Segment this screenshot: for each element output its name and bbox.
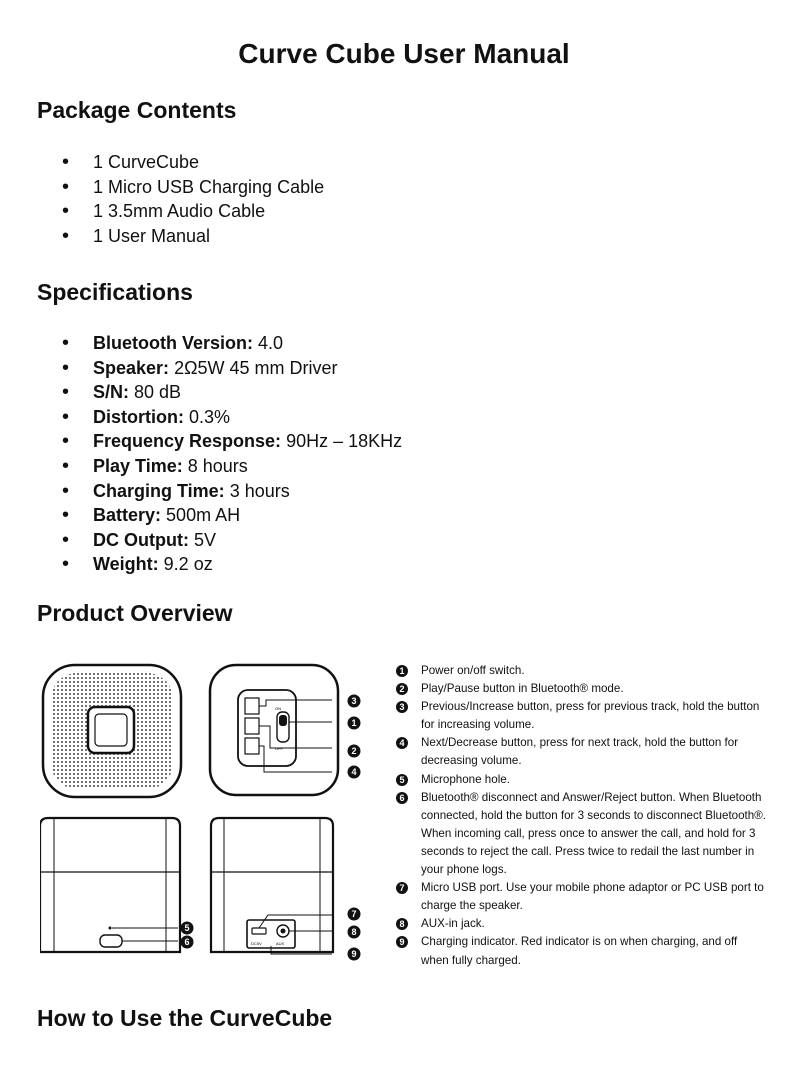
feature-item — [396, 698, 766, 734]
spec-key: S/N: — [93, 382, 129, 403]
spec-value: 90Hz – 18KHz — [286, 431, 403, 452]
spec-key: Speaker: — [93, 357, 170, 378]
callout-5 — [181, 922, 194, 935]
feature-number: 6 — [396, 792, 408, 804]
spec-key: Bluetooth Version: — [93, 333, 254, 353]
feature-item — [396, 662, 766, 680]
spec-item — [60, 356, 402, 381]
feature-number: 5 — [396, 774, 408, 786]
spec-key: DC Output: — [93, 529, 189, 550]
feature-item — [396, 933, 766, 969]
spec-value: 4.0 — [258, 333, 284, 353]
list-item: • 1 CurveCube — [60, 150, 324, 175]
feature-item — [396, 680, 766, 698]
dc-port-label: DC5V — [251, 941, 262, 946]
spec-item — [60, 479, 402, 504]
spec-value: 8 hours — [187, 455, 248, 476]
svg-text:6: 6 — [184, 937, 190, 947]
feature-number: 9 — [396, 936, 408, 948]
spec-value: 5V — [193, 529, 217, 550]
spec-item — [60, 331, 402, 356]
feature-number: 7 — [396, 882, 408, 894]
feature-text: Play/Pause button in Bluetooth® mode. — [421, 682, 624, 696]
switch-on-label: ON — [275, 706, 281, 711]
feature-item — [396, 879, 766, 915]
spec-value: 80 dB — [134, 382, 182, 403]
specifications-heading: Specifications — [37, 279, 193, 305]
feature-text: Bluetooth® disconnect and Answer/Reject button. When Bluetooth connected, hold the button for 3 seconds to disconnect Bluetooth®. When incoming call, press once to answer the call, and hold for 3 seconds to reject the call. Press twice to redail the last number in your phone logs. — [421, 790, 766, 877]
feature-number: 1 — [396, 665, 408, 677]
feature-item — [396, 915, 766, 933]
product-overview-heading: Product Overview — [37, 600, 233, 626]
callout-8 — [348, 926, 361, 939]
spec-value: 3 hours — [229, 480, 290, 501]
svg-text:4: 4 — [351, 767, 357, 777]
package-contents-heading: Package Contents — [37, 97, 237, 123]
svg-text:7: 7 — [351, 909, 357, 919]
spec-item — [60, 528, 402, 553]
feature-item — [396, 734, 766, 770]
switch-off-label: OFF — [275, 746, 283, 751]
spec-value: 2Ω5W 45 mm Driver — [174, 357, 338, 378]
spec-key: Battery: — [93, 505, 162, 526]
speaker-bottom-view — [210, 665, 338, 795]
spec-item — [60, 503, 402, 528]
feature-item — [396, 771, 766, 789]
product-diagram — [40, 660, 375, 965]
feature-number: 8 — [396, 918, 408, 930]
svg-text:2: 2 — [351, 746, 357, 756]
callout-3 — [348, 695, 361, 708]
svg-text:9: 9 — [351, 949, 357, 959]
spec-key: Play Time: — [93, 455, 183, 476]
feature-text: Charging indicator. Red indicator is on when charging, and off when fully charged. — [421, 935, 738, 967]
spec-item — [60, 454, 402, 479]
spec-key: Weight: — [93, 554, 159, 575]
list-item: • 1 3.5mm Audio Cable — [60, 199, 324, 224]
spec-value: 9.2 oz — [163, 554, 213, 575]
feature-text: Next/Decrease button, press for next track, hold the button for decreasing volume. — [421, 736, 739, 768]
svg-text:1: 1 — [351, 718, 357, 728]
spec-value: 0.3% — [189, 406, 231, 427]
spec-key: Charging Time: — [93, 480, 225, 501]
callout-1 — [348, 717, 361, 730]
svg-text:8: 8 — [351, 927, 357, 937]
spec-item — [60, 429, 402, 454]
page-title: Curve Cube User Manual — [238, 38, 570, 69]
aux-port-label: AUX — [276, 941, 285, 946]
spec-item — [60, 405, 402, 430]
callout-7 — [348, 908, 361, 921]
spec-value: 500m AH — [166, 505, 241, 526]
spec-key: Frequency Response: — [93, 431, 282, 452]
how-to-use-heading: How to Use the CurveCube — [37, 1005, 333, 1031]
feature-text: Microphone hole. — [421, 772, 510, 786]
spec-item — [60, 380, 402, 405]
callout-2 — [348, 745, 361, 758]
feature-text: Micro USB port. Use your mobile phone adaptor or PC USB port to charge the speaker. — [421, 881, 764, 913]
feature-number: 3 — [396, 701, 408, 713]
feature-text: Previous/Increase button, press for previous track, hold the button for increasing volume. — [421, 700, 760, 732]
callout-9 — [348, 948, 361, 961]
speaker-top-view — [43, 665, 181, 797]
speaker-back-view — [211, 818, 333, 954]
package-contents-list — [60, 150, 324, 248]
svg-text:5: 5 — [184, 923, 190, 933]
feature-number: 2 — [396, 683, 408, 695]
callout-6 — [181, 936, 194, 949]
spec-key: Distortion: — [93, 406, 184, 427]
feature-list — [396, 662, 766, 970]
list-item: • 1 User Manual — [60, 224, 324, 249]
list-item: • 1 Micro USB Charging Cable — [60, 175, 324, 200]
specifications-list — [60, 331, 402, 577]
feature-text: AUX-in jack. — [421, 917, 485, 931]
feature-number: 4 — [396, 737, 408, 749]
callout-4 — [348, 766, 361, 779]
spec-item — [60, 552, 402, 577]
feature-item — [396, 789, 766, 879]
speaker-front-view — [40, 818, 180, 952]
feature-text: Power on/off switch. — [421, 664, 525, 677]
svg-text:3: 3 — [351, 696, 357, 706]
